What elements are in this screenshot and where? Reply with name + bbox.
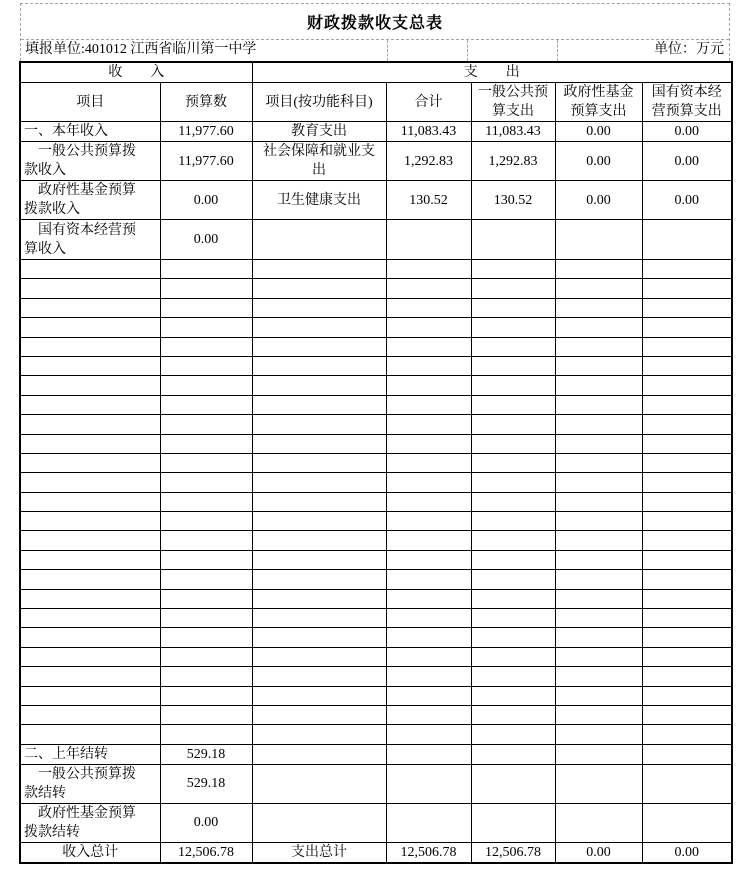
table-row: [20, 705, 732, 724]
table-cell: [471, 725, 555, 744]
table-cell: [252, 744, 386, 764]
table-cell: [252, 667, 386, 686]
table-cell: [252, 550, 386, 569]
table-row: [20, 376, 732, 395]
table-cell: [160, 609, 252, 628]
table-cell: [20, 356, 160, 375]
table-row: [20, 725, 732, 744]
table-cell: [555, 279, 642, 298]
table-cell: [386, 803, 471, 842]
table-cell: [642, 298, 732, 317]
table-cell: [555, 415, 642, 434]
table-cell: 11,977.60: [160, 142, 252, 181]
table-cell: [642, 512, 732, 531]
table-cell: [252, 376, 386, 395]
table-cell: [160, 434, 252, 453]
table-cell: [642, 337, 732, 356]
table-cell: [20, 589, 160, 608]
table-cell: [252, 725, 386, 744]
table-cell: [386, 473, 471, 492]
table-cell: [160, 512, 252, 531]
table-cell: 0.00: [160, 220, 252, 260]
table-cell: [20, 512, 160, 531]
table-cell: [471, 279, 555, 298]
table-cell: [160, 725, 252, 744]
table-row: [20, 318, 732, 337]
table-cell: [252, 434, 386, 453]
col-header-state-capital-budget: 国有资本经营预算支出: [642, 83, 732, 122]
table-cell: [471, 512, 555, 531]
table-row: [20, 181, 732, 220]
table-cell: [20, 415, 160, 434]
table-row: [20, 279, 732, 298]
table-cell: 130.52: [386, 181, 471, 220]
table-cell: [386, 589, 471, 608]
table-cell: [555, 220, 642, 260]
table-cell: 支出总计: [252, 842, 386, 863]
table-cell: [471, 453, 555, 472]
table-cell: [386, 609, 471, 628]
table-cell: 0.00: [642, 122, 732, 142]
table-cell: [555, 512, 642, 531]
table-cell: [642, 764, 732, 803]
table-cell: [471, 337, 555, 356]
table-cell: [642, 647, 732, 666]
table-cell: 0.00: [160, 181, 252, 220]
table-cell: [20, 473, 160, 492]
table-cell: [160, 589, 252, 608]
table-cell: [555, 764, 642, 803]
col-header-expense-item: 项目(按功能科目): [252, 83, 386, 122]
table-cell: [386, 298, 471, 317]
table-cell: [20, 609, 160, 628]
table-cell: 0.00: [555, 122, 642, 142]
table-cell: [555, 647, 642, 666]
table-cell: [252, 628, 386, 647]
table-row: [20, 744, 732, 764]
table-cell: [160, 279, 252, 298]
table-cell: [642, 220, 732, 260]
table-cell: [471, 356, 555, 375]
table-cell: 收入总计: [20, 842, 160, 863]
table-cell: [20, 318, 160, 337]
table-cell: [471, 686, 555, 705]
table-cell: [386, 550, 471, 569]
table-cell: [642, 260, 732, 279]
table-cell: [555, 686, 642, 705]
table-cell: [386, 531, 471, 550]
table-cell: 12,506.78: [160, 842, 252, 863]
table-row: [20, 298, 732, 317]
table-cell: [471, 550, 555, 569]
table-cell: [642, 667, 732, 686]
table-cell: [386, 764, 471, 803]
table-cell: [252, 686, 386, 705]
table-cell: [252, 298, 386, 317]
unit-row: [21, 40, 729, 61]
table-cell: [20, 298, 160, 317]
table-row: [20, 142, 732, 181]
table-cell: [252, 337, 386, 356]
table-head: [20, 62, 732, 122]
table-cell: [642, 803, 732, 842]
table-cell: [471, 298, 555, 317]
table-row: [20, 609, 732, 628]
table-cell: [642, 550, 732, 569]
table-cell: 11,977.60: [160, 122, 252, 142]
table-row: [20, 647, 732, 666]
table-cell: 12,506.78: [386, 842, 471, 863]
budget-summary-table: [19, 61, 733, 864]
table-cell: [160, 376, 252, 395]
table-cell: [642, 434, 732, 453]
table-cell: [160, 453, 252, 472]
table-cell: 政府性基金预算拨款结转: [20, 803, 160, 842]
table-cell: [471, 376, 555, 395]
col-header-government-fund-budget: 政府性基金预算支出: [555, 83, 642, 122]
table-cell: [555, 376, 642, 395]
table-cell: [642, 453, 732, 472]
table-cell: [252, 318, 386, 337]
table-cell: [555, 550, 642, 569]
table-cell: 0.00: [642, 142, 732, 181]
table-cell: [252, 647, 386, 666]
grid-cell: [387, 40, 467, 61]
table-cell: [471, 628, 555, 647]
table-cell: [555, 395, 642, 414]
table-cell: [20, 725, 160, 744]
table-cell: [386, 744, 471, 764]
table-cell: [160, 647, 252, 666]
table-cell: [555, 260, 642, 279]
table-cell: 0.00: [555, 842, 642, 863]
table-cell: [386, 570, 471, 589]
table-cell: 一般公共预算拨款收入: [20, 142, 160, 181]
title-row: [21, 4, 729, 40]
table-row: [20, 570, 732, 589]
col-header-total: 合计: [386, 83, 471, 122]
table-cell: [555, 492, 642, 511]
table-cell: 0.00: [555, 142, 642, 181]
table-cell: [252, 279, 386, 298]
table-cell: [642, 492, 732, 511]
table-cell: [160, 318, 252, 337]
table-cell: [20, 628, 160, 647]
report-page: [20, 3, 730, 864]
table-row: [20, 473, 732, 492]
table-cell: [471, 531, 555, 550]
table-cell: [386, 628, 471, 647]
table-cell: [471, 260, 555, 279]
report-title: 财政拨款收支总表: [306, 15, 443, 32]
table-cell: [160, 570, 252, 589]
table-cell: [471, 589, 555, 608]
table-row: [20, 356, 732, 375]
table-cell: [252, 492, 386, 511]
table-cell: [20, 492, 160, 511]
table-cell: 1,292.83: [471, 142, 555, 181]
table-row: [20, 842, 732, 863]
table-row: [20, 260, 732, 279]
table-cell: [471, 570, 555, 589]
table-cell: [386, 512, 471, 531]
table-cell: [471, 803, 555, 842]
table-cell: [642, 356, 732, 375]
table-cell: 11,083.43: [386, 122, 471, 142]
table-body: [20, 122, 732, 863]
table-cell: 二、上年结转: [20, 744, 160, 764]
table-cell: [252, 512, 386, 531]
table-cell: [386, 415, 471, 434]
table-cell: [642, 609, 732, 628]
table-cell: [555, 531, 642, 550]
table-cell: [20, 647, 160, 666]
table-cell: [642, 628, 732, 647]
table-row: [20, 550, 732, 569]
table-cell: [386, 686, 471, 705]
table-cell: [555, 609, 642, 628]
table-cell: [252, 570, 386, 589]
table-cell: [20, 531, 160, 550]
table-cell: 130.52: [471, 181, 555, 220]
table-cell: [642, 415, 732, 434]
table-cell: [471, 473, 555, 492]
table-cell: 政府性基金预算拨款收入: [20, 181, 160, 220]
table-cell: [386, 279, 471, 298]
table-cell: [471, 492, 555, 511]
table-cell: [555, 589, 642, 608]
table-cell: [555, 434, 642, 453]
table-cell: [252, 609, 386, 628]
table-cell: [252, 356, 386, 375]
table-cell: [386, 667, 471, 686]
table-cell: [252, 395, 386, 414]
table-cell: 12,506.78: [471, 842, 555, 863]
table-cell: [160, 473, 252, 492]
table-cell: [20, 686, 160, 705]
table-row: [20, 667, 732, 686]
table-cell: [386, 318, 471, 337]
table-row: [20, 337, 732, 356]
table-row: [20, 589, 732, 608]
table-cell: [252, 764, 386, 803]
column-header-row: [20, 83, 732, 122]
table-cell: [20, 337, 160, 356]
table-cell: [160, 415, 252, 434]
table-cell: [471, 647, 555, 666]
table-cell: [471, 744, 555, 764]
table-cell: [386, 337, 471, 356]
table-cell: [386, 705, 471, 724]
table-row: [20, 764, 732, 803]
table-row: [20, 453, 732, 472]
table-cell: [642, 318, 732, 337]
col-header-general-public-budget: 一般公共预算支出: [471, 83, 555, 122]
table-cell: [642, 531, 732, 550]
table-cell: 教育支出: [252, 122, 386, 142]
table-cell: [252, 589, 386, 608]
table-cell: [386, 434, 471, 453]
table-row: [20, 395, 732, 414]
table-cell: [555, 628, 642, 647]
table-cell: [642, 473, 732, 492]
table-cell: 11,083.43: [471, 122, 555, 142]
table-row: [20, 686, 732, 705]
table-cell: [555, 570, 642, 589]
table-cell: [386, 647, 471, 666]
table-cell: [555, 356, 642, 375]
table-cell: [555, 318, 642, 337]
table-cell: [642, 705, 732, 724]
table-cell: 一般公共预算拨款结转: [20, 764, 160, 803]
table-cell: [386, 260, 471, 279]
table-cell: [160, 298, 252, 317]
table-cell: [160, 395, 252, 414]
table-cell: [642, 589, 732, 608]
table-cell: [555, 725, 642, 744]
table-cell: [555, 473, 642, 492]
table-cell: [555, 744, 642, 764]
table-cell: [471, 220, 555, 260]
table-cell: [471, 395, 555, 414]
table-cell: 529.18: [160, 744, 252, 764]
table-cell: [20, 453, 160, 472]
table-cell: [471, 667, 555, 686]
table-cell: [555, 453, 642, 472]
table-cell: [555, 298, 642, 317]
table-cell: [471, 415, 555, 434]
table-cell: [160, 628, 252, 647]
table-row: [20, 434, 732, 453]
table-row: [20, 122, 732, 142]
expenditure-group-header: 支 出: [252, 62, 732, 83]
table-cell: [252, 453, 386, 472]
table-cell: [20, 279, 160, 298]
table-cell: 国有资本经营预算收入: [20, 220, 160, 260]
table-cell: [160, 492, 252, 511]
table-cell: [386, 376, 471, 395]
table-row: [20, 512, 732, 531]
table-cell: 0.00: [555, 181, 642, 220]
table-row: [20, 628, 732, 647]
table-cell: [160, 705, 252, 724]
table-cell: [160, 356, 252, 375]
report-header: [20, 3, 730, 61]
table-cell: [642, 725, 732, 744]
col-header-budget-amount: 预算数: [160, 83, 252, 122]
table-cell: [160, 686, 252, 705]
table-cell: [386, 453, 471, 472]
table-cell: 529.18: [160, 764, 252, 803]
table-cell: [252, 531, 386, 550]
table-cell: [252, 220, 386, 260]
table-cell: [642, 395, 732, 414]
table-row: [20, 220, 732, 260]
table-row: [20, 492, 732, 511]
table-cell: [642, 744, 732, 764]
table-cell: [252, 803, 386, 842]
table-cell: [471, 764, 555, 803]
table-cell: [20, 395, 160, 414]
table-cell: 0.00: [642, 842, 732, 863]
table-cell: [555, 705, 642, 724]
table-cell: 0.00: [642, 181, 732, 220]
table-cell: [20, 570, 160, 589]
table-cell: [160, 260, 252, 279]
table-cell: [555, 667, 642, 686]
group-header-row: [20, 62, 732, 83]
table-cell: [642, 279, 732, 298]
table-cell: [471, 609, 555, 628]
table-cell: [471, 434, 555, 453]
table-cell: [386, 356, 471, 375]
table-row: [20, 531, 732, 550]
table-cell: [642, 686, 732, 705]
reporting-unit-label: 填报单位:401012 江西省临川第一中学: [25, 42, 257, 57]
currency-unit-label: 单位：万元: [557, 40, 729, 61]
table-cell: [20, 705, 160, 724]
table-cell: [160, 550, 252, 569]
table-row: [20, 415, 732, 434]
table-cell: [20, 434, 160, 453]
table-cell: 社会保障和就业支出: [252, 142, 386, 181]
table-cell: [160, 531, 252, 550]
table-cell: [20, 550, 160, 569]
table-cell: [160, 667, 252, 686]
table-cell: [386, 492, 471, 511]
table-row: [20, 803, 732, 842]
table-cell: [386, 220, 471, 260]
table-cell: 1,292.83: [386, 142, 471, 181]
table-cell: [252, 705, 386, 724]
table-cell: [386, 395, 471, 414]
table-cell: [642, 570, 732, 589]
table-cell: [471, 705, 555, 724]
table-cell: [160, 337, 252, 356]
table-cell: [252, 260, 386, 279]
table-cell: [252, 473, 386, 492]
grid-cell: [467, 40, 557, 61]
table-cell: [386, 725, 471, 744]
table-cell: 0.00: [160, 803, 252, 842]
table-cell: [20, 260, 160, 279]
table-cell: [20, 667, 160, 686]
table-cell: 卫生健康支出: [252, 181, 386, 220]
table-cell: [642, 376, 732, 395]
table-cell: [555, 803, 642, 842]
table-cell: [471, 318, 555, 337]
col-header-income-item: 项目: [20, 83, 160, 122]
income-group-header: 收 入: [20, 62, 252, 83]
table-cell: 一、本年收入: [20, 122, 160, 142]
table-cell: [555, 337, 642, 356]
table-cell: [20, 376, 160, 395]
table-cell: [252, 415, 386, 434]
